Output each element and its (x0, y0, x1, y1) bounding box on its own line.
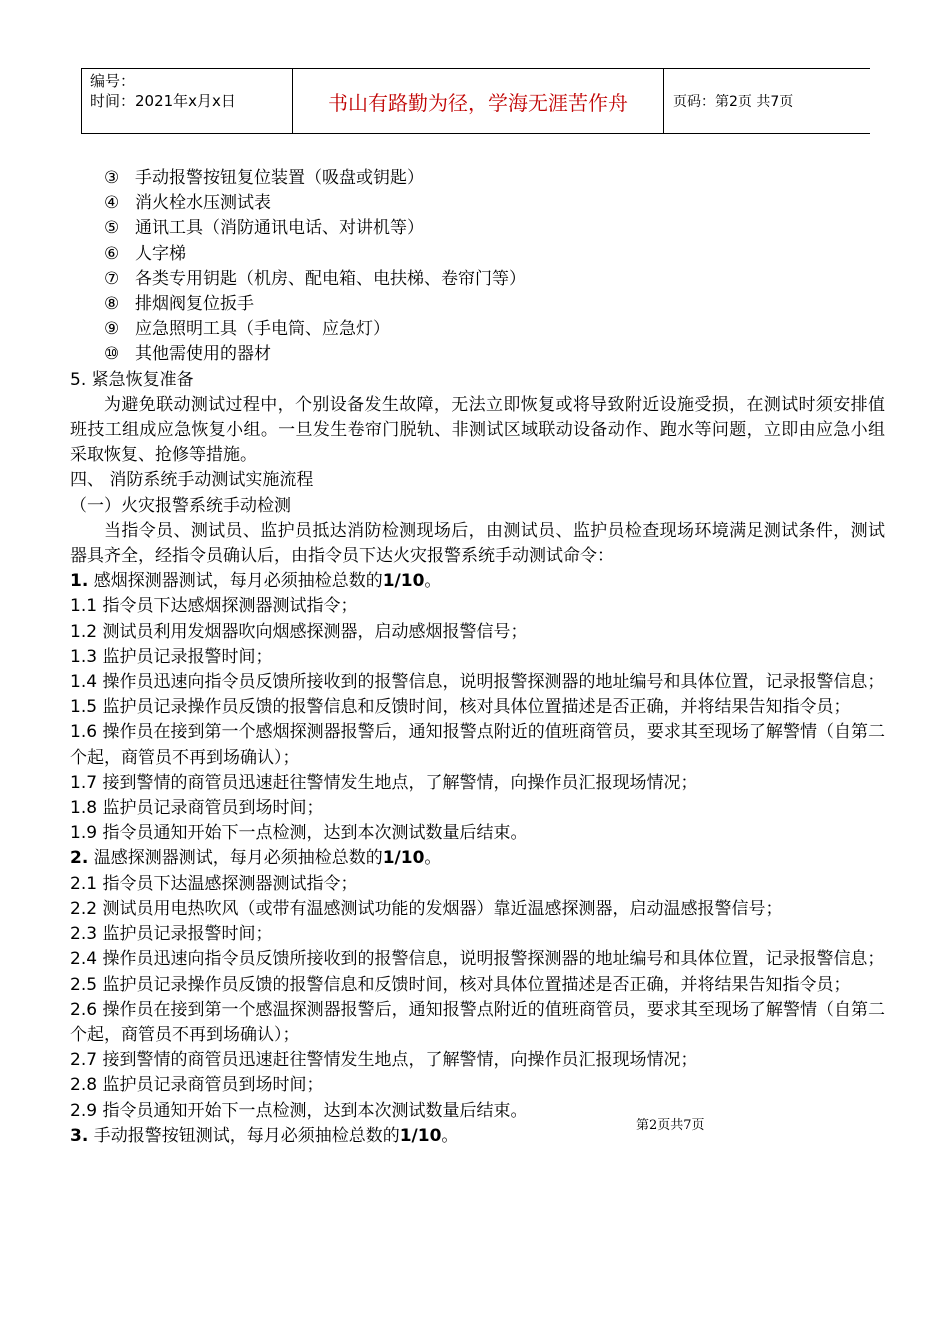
section5-paragraph: 为避免联动测试过程中，个别设备发生故障，无法立即恢复或将导致附近设施受损，在测试时须安排值班技工组成应急恢复小组。一旦发生卷帘门脱轨、非测试区域联动设备动作、跑水等问题，立即由应急小组采取恢复、抢修等措施。 (70, 394, 885, 466)
step-item: 2.9 指令员通知开始下一点检测，达到本次测试数量后结束。 (70, 1100, 528, 1121)
list-item: ⑦ 各类专用钥匙（机房、配电箱、电扶梯、卷帘门等） (104, 268, 526, 289)
header-table (81, 68, 870, 134)
subsection1-title: （一）火灾报警系统手动检测 (70, 495, 291, 516)
section5-title: 5. 紧急恢复准备 (70, 369, 194, 390)
item1-heading: 1. 感烟探测器测试，每月必须抽检总数的1/10。 (70, 571, 442, 592)
step-item: 1.3 监护员记录报警时间； (70, 646, 273, 667)
list-item: ④ 消火栓水压测试表 (104, 193, 271, 214)
list-item: ⑥ 人字梯 (104, 243, 186, 264)
step-item: 1.7 接到警情的商管员迅速赶往警情发生地点，了解警情，向操作员汇报现场情况； (70, 772, 698, 793)
list-item: ⑤ 通讯工具（消防通讯电话、对讲机等） (104, 218, 424, 239)
step-item: 1.6 操作员在接到第一个感烟探测器报警后，通知报警点附近的值班商管员，要求其至现场了解警情（自第二个起，商管员不再到场确认）； (70, 722, 885, 768)
step-item: 2.3 监护员记录报警时间； (70, 924, 273, 945)
step-item: 2.6 操作员在接到第一个感温探测器报警后，通知报警点附近的值班商管员，要求其至现场了解警情（自第二个起，商管员不再到场确认）； (70, 999, 885, 1045)
page-footer: 第2页共7页 (636, 1118, 705, 1133)
document-time-label: 时间：2021年x月x日 (90, 92, 236, 110)
tools-list (70, 166, 885, 368)
step-item: 1.5 监护员记录操作员反馈的报警信息和反馈时间，核对具体位置描述是否正确，并将结果告知指令员； (70, 697, 851, 718)
list-item: ⑩ 其他需使用的器材 (104, 344, 271, 365)
document-body (70, 166, 885, 1149)
step-item: 1.4 操作员迅速向指令员反馈所接收到的报警信息，说明报警探测器的地址编号和具体位置，记录报警信息； (70, 672, 885, 693)
header-page-info: 页码：第2页 共7页 (664, 69, 871, 134)
item2-heading: 2. 温感探测器测试，每月必须抽检总数的1/10。 (70, 848, 442, 869)
step-item: 1.9 指令员通知开始下一点检测，达到本次测试数量后结束。 (70, 823, 528, 844)
list-item: ⑨ 应急照明工具（手电筒、应急灯） (104, 319, 390, 340)
item3-heading: 3. 手动报警按钮测试，每月必须抽检总数的1/10。 (70, 1125, 459, 1146)
step-item: 1.2 测试员利用发烟器吹向烟感探测器，启动感烟报警信号； (70, 621, 528, 642)
step-item: 2.2 测试员用电热吹风（或带有温感测试功能的发烟器）靠近温感探测器，启动温感报警信号； (70, 898, 783, 919)
header-motto: 书山有路勤为径，学海无涯苦作舟 (293, 69, 664, 134)
list-item: ⑧ 排烟阀复位扳手 (104, 294, 254, 315)
step-item: 2.5 监护员记录操作员反馈的报警信息和反馈时间，核对具体位置描述是否正确，并将结果告知指令员； (70, 974, 851, 995)
document-number-label: 编号： (90, 72, 136, 90)
part4-title: 四、 消防系统手动测试实施流程 (70, 470, 314, 491)
step-item: 2.4 操作员迅速向指令员反馈所接收到的报警信息，说明报警探测器的地址编号和具体位置，记录报警信息； (70, 949, 885, 970)
step-item: 1.1 指令员下达感烟探测器测试指令； (70, 596, 358, 617)
list-item: ③ 手动报警按钮复位装置（吸盘或钥匙） (104, 168, 424, 188)
subsection1-paragraph: 当指令员、测试员、监护员抵达消防检测现场后，由测试员、监护员检查现场环境满足测试条件，测试器具齐全，经指令员确认后，由指令员下达火灾报警系统手动测试命令： (70, 520, 885, 567)
step-item: 1.8 监护员记录商管员到场时间； (70, 798, 324, 819)
header-meta-cell (82, 69, 293, 134)
step-item: 2.1 指令员下达温感探测器测试指令； (70, 873, 358, 894)
step-item: 2.8 监护员记录商管员到场时间； (70, 1075, 324, 1096)
step-item: 2.7 接到警情的商管员迅速赶往警情发生地点，了解警情，向操作员汇报现场情况； (70, 1050, 698, 1071)
